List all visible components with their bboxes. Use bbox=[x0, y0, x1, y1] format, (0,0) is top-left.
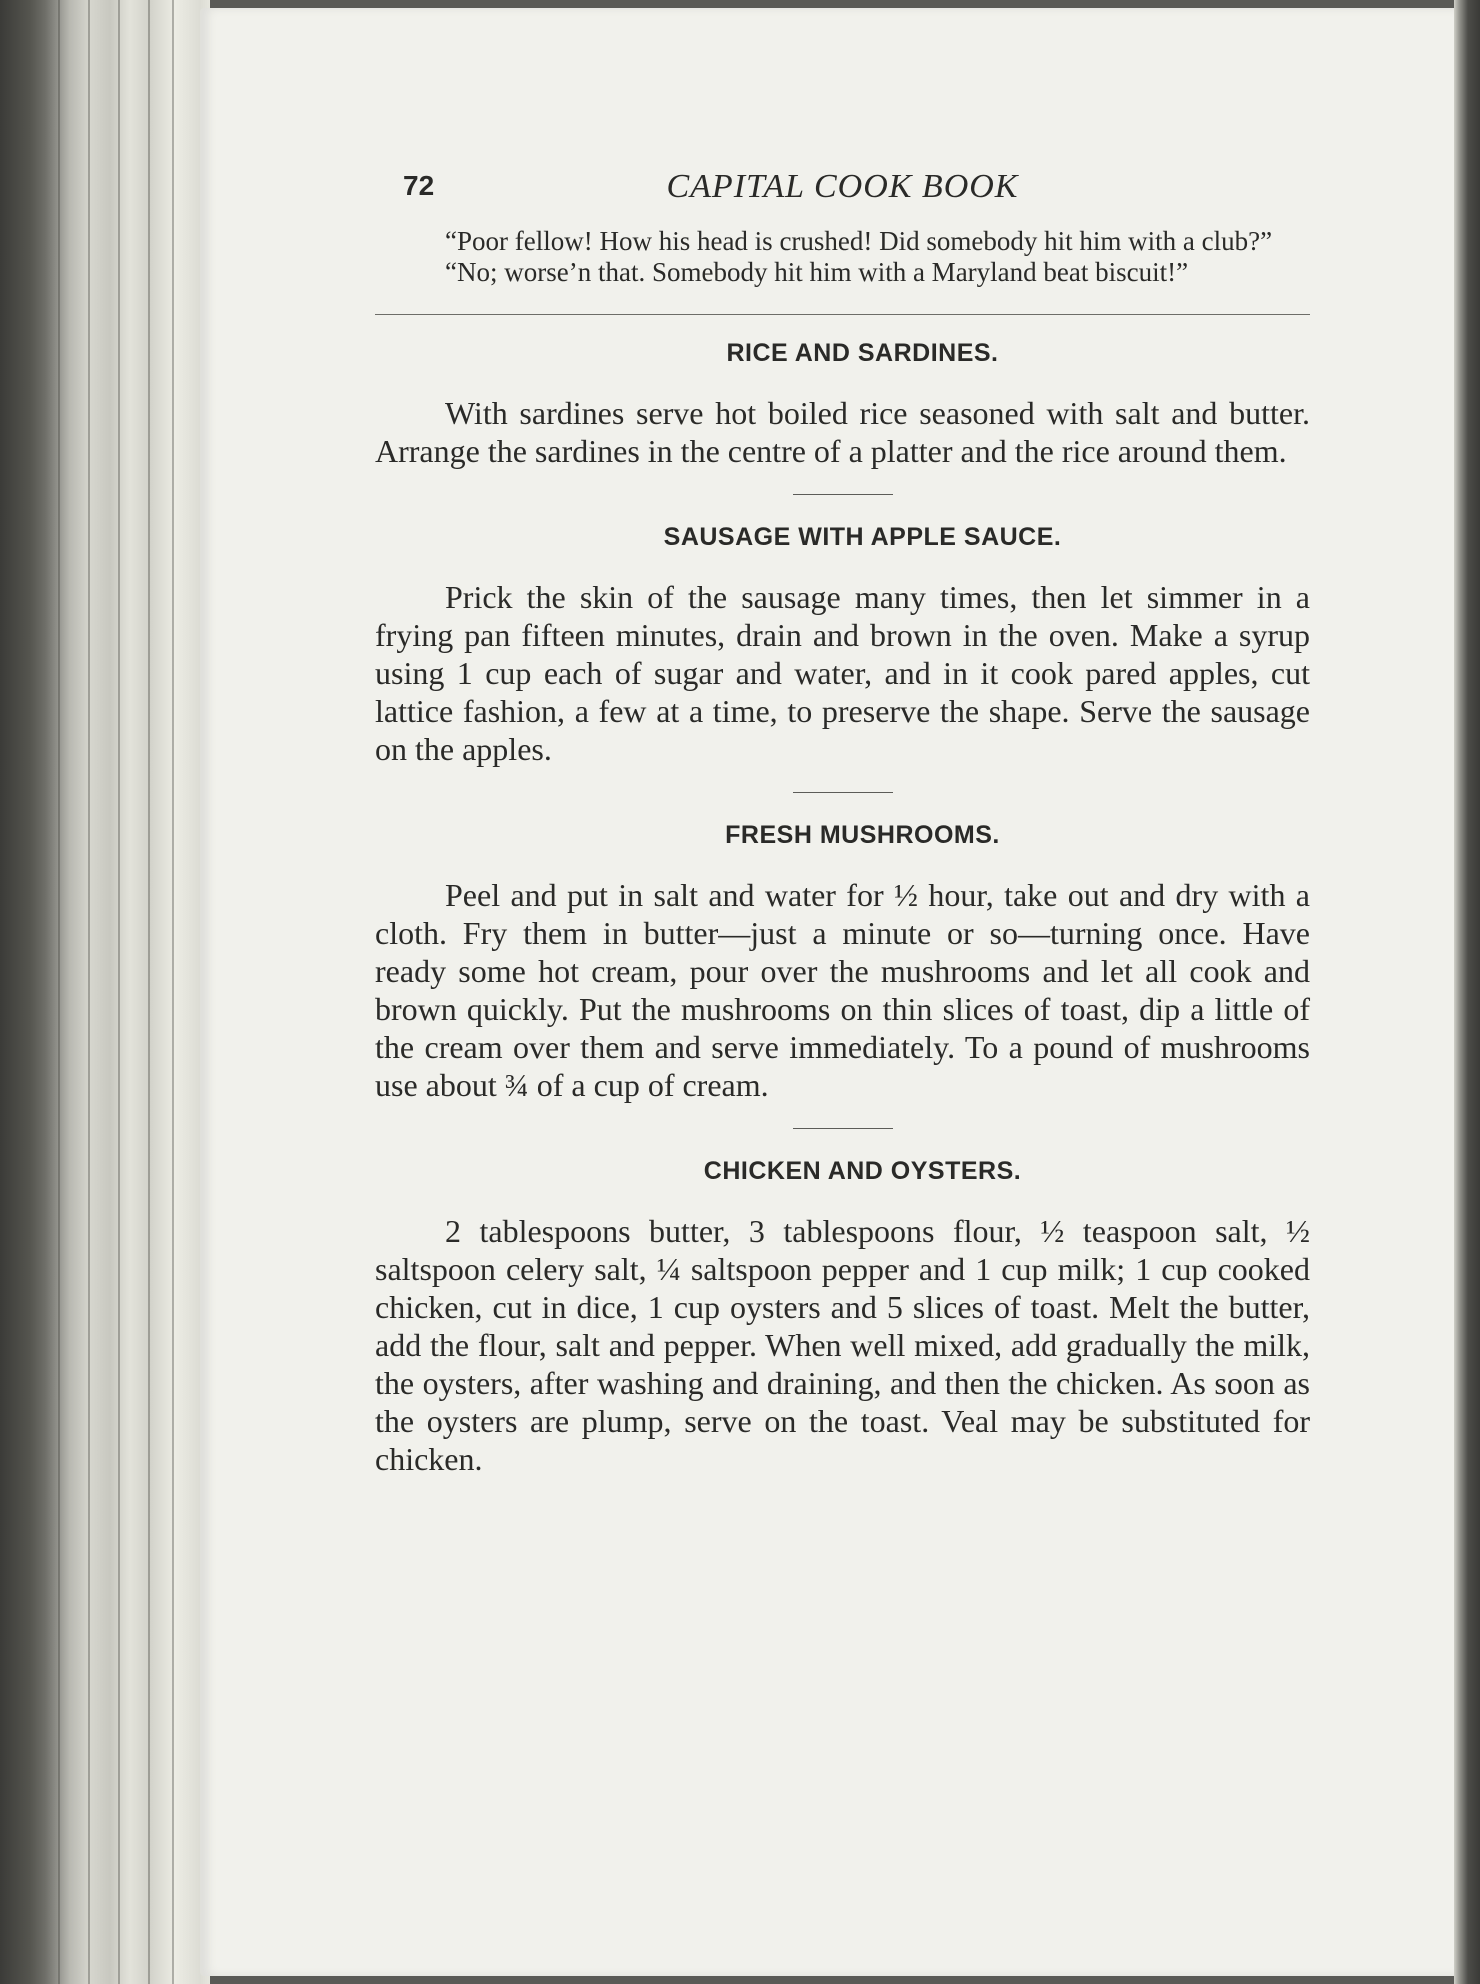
book-page bbox=[200, 8, 1454, 1976]
running-head: CAPITAL COOK BOOK bbox=[666, 168, 1019, 205]
joke-quote bbox=[375, 226, 1310, 288]
quote-line-2: “No; worse’n that. Somebody hit him with a Maryland beat biscuit!” bbox=[445, 257, 1189, 287]
book-right-edge bbox=[1454, 0, 1480, 1984]
recipe-fresh-mushrooms bbox=[375, 821, 1310, 1104]
section-divider bbox=[375, 314, 1310, 315]
page-header bbox=[375, 158, 1310, 218]
recipe-sausage-with-apple-sauce bbox=[375, 523, 1310, 768]
recipe-text: With sardines serve hot boiled rice seasoned with salt and butter. Arrange the sardines in the centre of a platter and the rice around them. bbox=[375, 395, 1310, 469]
page-content bbox=[375, 158, 1310, 1478]
recipe-text: Prick the skin of the sausage many times, then let simmer in a frying pan fifteen minutes, drain and brown in the oven. Make a syrup using 1 cup each of sugar and water, and in it cook pared apples, cut lattice fashion, a few at a time, to preserve the shape. Serve the sausage on the apples. bbox=[375, 579, 1310, 767]
short-divider bbox=[793, 494, 893, 495]
recipe-text: Peel and put in salt and water for ½ hour, take out and dry with a cloth. Fry them in butter—just a minute or so—turning once. Have ready some hot cream, pour over the mushrooms and let all cook and brown quickly. Put the mushrooms on thin slices of toast, dip a little of the cream over them and serve immediately. To a pound of mushrooms use about ¾ of a cup of cream. bbox=[375, 877, 1310, 1103]
recipe-title: FRESH MUSHROOMS. bbox=[725, 821, 1000, 849]
recipe-title: SAUSAGE WITH APPLE SAUCE. bbox=[663, 523, 1062, 551]
short-divider bbox=[793, 792, 893, 793]
recipe-title: CHICKEN AND OYSTERS. bbox=[703, 1157, 1022, 1185]
recipe-title: RICE AND SARDINES. bbox=[726, 339, 999, 367]
recipe-rice-and-sardines bbox=[375, 339, 1310, 470]
page-number: 72 bbox=[403, 170, 435, 201]
short-divider bbox=[793, 1128, 893, 1129]
book-page-edges bbox=[0, 0, 210, 1984]
recipe-chicken-and-oysters bbox=[375, 1157, 1310, 1478]
recipe-text: 2 tablespoons butter, 3 tablespoons flour, ½ teaspoon salt, ½ saltspoon celery salt, ¼ saltspoon pepper and 1 cup milk; 1 cup cooked chicken, cut in dice, 1 cup oysters and 5 slices of toast. Melt the butter, add the flour, salt and pepper. When well mixed, add gradually the milk, the oysters, after washing and draining, and then the chicken. As soon as the oysters are plump, serve on the toast. Veal may be substituted for chicken. bbox=[375, 1213, 1310, 1477]
quote-line-1: “Poor fellow! How his head is crushed! Did somebody hit him with a club?” bbox=[445, 226, 1273, 256]
